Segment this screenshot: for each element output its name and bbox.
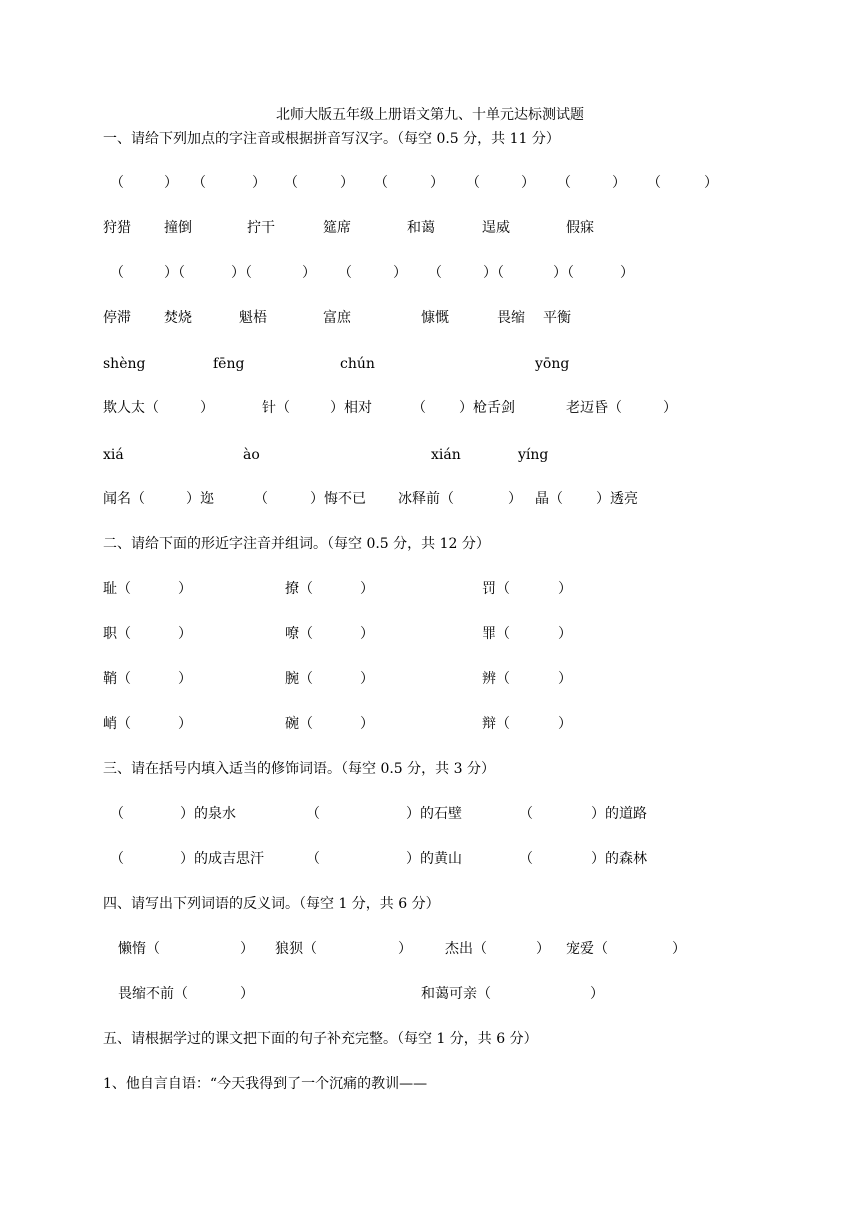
word: 畏缩 (497, 310, 525, 326)
paren-open: （ (110, 851, 124, 867)
word: 魁梧 (239, 310, 267, 326)
paren-open: （ (306, 806, 320, 822)
fill-text: 晶（ (535, 491, 563, 507)
paren-close: ） (430, 175, 444, 191)
paren-close: ） (558, 581, 572, 597)
paren-open: （ (519, 851, 533, 867)
fill-text: 欺人太（ (103, 400, 159, 416)
paren-open: （ (519, 806, 533, 822)
paren-close: ） (178, 581, 192, 597)
paren-open: （ (284, 175, 298, 191)
fill-text: 闻名（ (103, 491, 145, 507)
paren-close: ） (360, 716, 374, 732)
char-item: 罚（ (482, 581, 510, 597)
section-1-heading: 一、请给下列加点的字注音或根据拼音写汉字。（每空 0.5 分，共 11 分） (103, 131, 560, 147)
paren-close: ） (536, 941, 550, 957)
word: 富庶 (323, 310, 351, 326)
paren: （ (110, 265, 124, 281)
char-item: 峭（ (103, 716, 131, 732)
page-title: 北师大版五年级上册语文第九、十单元达标测试题 (276, 107, 584, 123)
word: 假寐 (566, 220, 594, 236)
pinyin: yíng (518, 447, 549, 463)
modifier-text: ）的道路 (591, 806, 647, 822)
fill-text: 冰释前（ (398, 491, 454, 507)
paren-close: ） (558, 716, 572, 732)
char-item: 辨（ (482, 671, 510, 687)
paren-close: ） (240, 986, 254, 1002)
pinyin: yōng (535, 356, 570, 372)
pinyin: xiá (103, 447, 124, 463)
paren: ） (302, 265, 316, 281)
paren: （ (428, 265, 442, 281)
fill-text: （ (254, 491, 268, 507)
pinyin: xián (431, 447, 461, 463)
paren: ） (393, 265, 407, 281)
paren-close: ） (558, 626, 572, 642)
paren: ） (620, 265, 634, 281)
pinyin: chún (340, 356, 375, 372)
paren-close: ） (360, 626, 374, 642)
question-1: 1、他自言自语：“今天我得到了一个沉痛的教训—— (103, 1076, 428, 1092)
paren-open: （ (306, 851, 320, 867)
paren-close: ） (360, 581, 374, 597)
paren-close: ） (558, 671, 572, 687)
word: 拧干 (247, 220, 275, 236)
word: 撞倒 (164, 220, 192, 236)
modifier-text: ）的石壁 (406, 806, 462, 822)
word: 和蔼 (407, 220, 435, 236)
fill-text: ）相对 (330, 400, 372, 416)
section-3-heading: 三、请在括号内填入适当的修饰词语。（每空 0.5 分，共 3 分） (103, 761, 495, 777)
paren-close: ） (240, 941, 254, 957)
char-item: 职（ (103, 626, 131, 642)
fill-text: ）枪舌剑 (459, 400, 515, 416)
char-item: 碗（ (285, 716, 313, 732)
pinyin: ào (243, 447, 260, 463)
paren-close: ） (360, 671, 374, 687)
fill-text: ）透亮 (596, 491, 638, 507)
word: 狩猎 (103, 220, 131, 236)
char-item: 鞘（ (103, 671, 131, 687)
word: 逞威 (482, 220, 510, 236)
paren-close: ） (178, 716, 192, 732)
antonym-word: 畏缩不前（ (118, 986, 188, 1002)
modifier-text: ）的泉水 (180, 806, 236, 822)
modifier-text: ）的成吉思汗 (180, 851, 264, 867)
paren-close: ） (672, 941, 686, 957)
section-4-heading: 四、请写出下列词语的反义词。（每空 1 分，共 6 分） (103, 896, 440, 912)
section-2-heading: 二、请给下面的形近字注音并组词。（每空 0.5 分，共 12 分） (103, 536, 490, 552)
char-item: 耻（ (103, 581, 131, 597)
modifier-text: ）的黄山 (406, 851, 462, 867)
modifier-text: ）的森林 (591, 851, 647, 867)
char-item: 罪（ (482, 626, 510, 642)
char-item: 撩（ (285, 581, 313, 597)
word: 焚烧 (164, 310, 192, 326)
paren-open: （ (647, 175, 661, 191)
char-item: 嘹（ (285, 626, 313, 642)
fill-text: ） (200, 400, 214, 416)
fill-text: （ (412, 400, 426, 416)
paren-open: （ (374, 175, 388, 191)
fill-text: ）悔不已 (310, 491, 366, 507)
paren-close: ） (340, 175, 354, 191)
char-item: 腕（ (285, 671, 313, 687)
antonym-word: 狼狈（ (275, 941, 317, 957)
word: 平衡 (543, 310, 571, 326)
word: 慷慨 (421, 310, 449, 326)
word: 停滞 (103, 310, 131, 326)
paren-close: ） (164, 175, 178, 191)
fill-text: ） (508, 491, 522, 507)
paren: （ (338, 265, 352, 281)
paren-open: （ (110, 806, 124, 822)
antonym-word: 杰出（ (445, 941, 487, 957)
paren-open: （ (466, 175, 480, 191)
fill-text: ）迩 (186, 491, 214, 507)
section-5-heading: 五、请根据学过的课文把下面的句子补充完整。（每空 1 分，共 6 分） (103, 1031, 538, 1047)
paren-close: ） (704, 175, 718, 191)
paren: ）（ (231, 265, 252, 281)
paren-close: ） (590, 986, 604, 1002)
paren-open: （ (557, 175, 571, 191)
paren-close: ） (612, 175, 626, 191)
paren-open: （ (192, 175, 206, 191)
paren: ）（ (164, 265, 185, 281)
fill-text: 老迈昏（ (566, 400, 622, 416)
paren-close: ） (521, 175, 535, 191)
char-item: 辩（ (482, 716, 510, 732)
antonym-word: 和蔼可亲（ (421, 986, 491, 1002)
pinyin: fēng (213, 356, 245, 372)
word: 筵席 (323, 220, 351, 236)
paren-close: ） (398, 941, 412, 957)
paren-close: ） (252, 175, 266, 191)
paren-open: （ (110, 175, 124, 191)
paren-close: ） (178, 671, 192, 687)
paren-close: ） (178, 626, 192, 642)
paren: ）（ (483, 265, 504, 281)
antonym-word: 宠爱（ (566, 941, 608, 957)
fill-text: ） (663, 400, 677, 416)
fill-text: 针（ (262, 400, 290, 416)
paren: ）（ (553, 265, 574, 281)
antonym-word: 懒惰（ (118, 941, 160, 957)
pinyin: shèng (103, 356, 146, 372)
